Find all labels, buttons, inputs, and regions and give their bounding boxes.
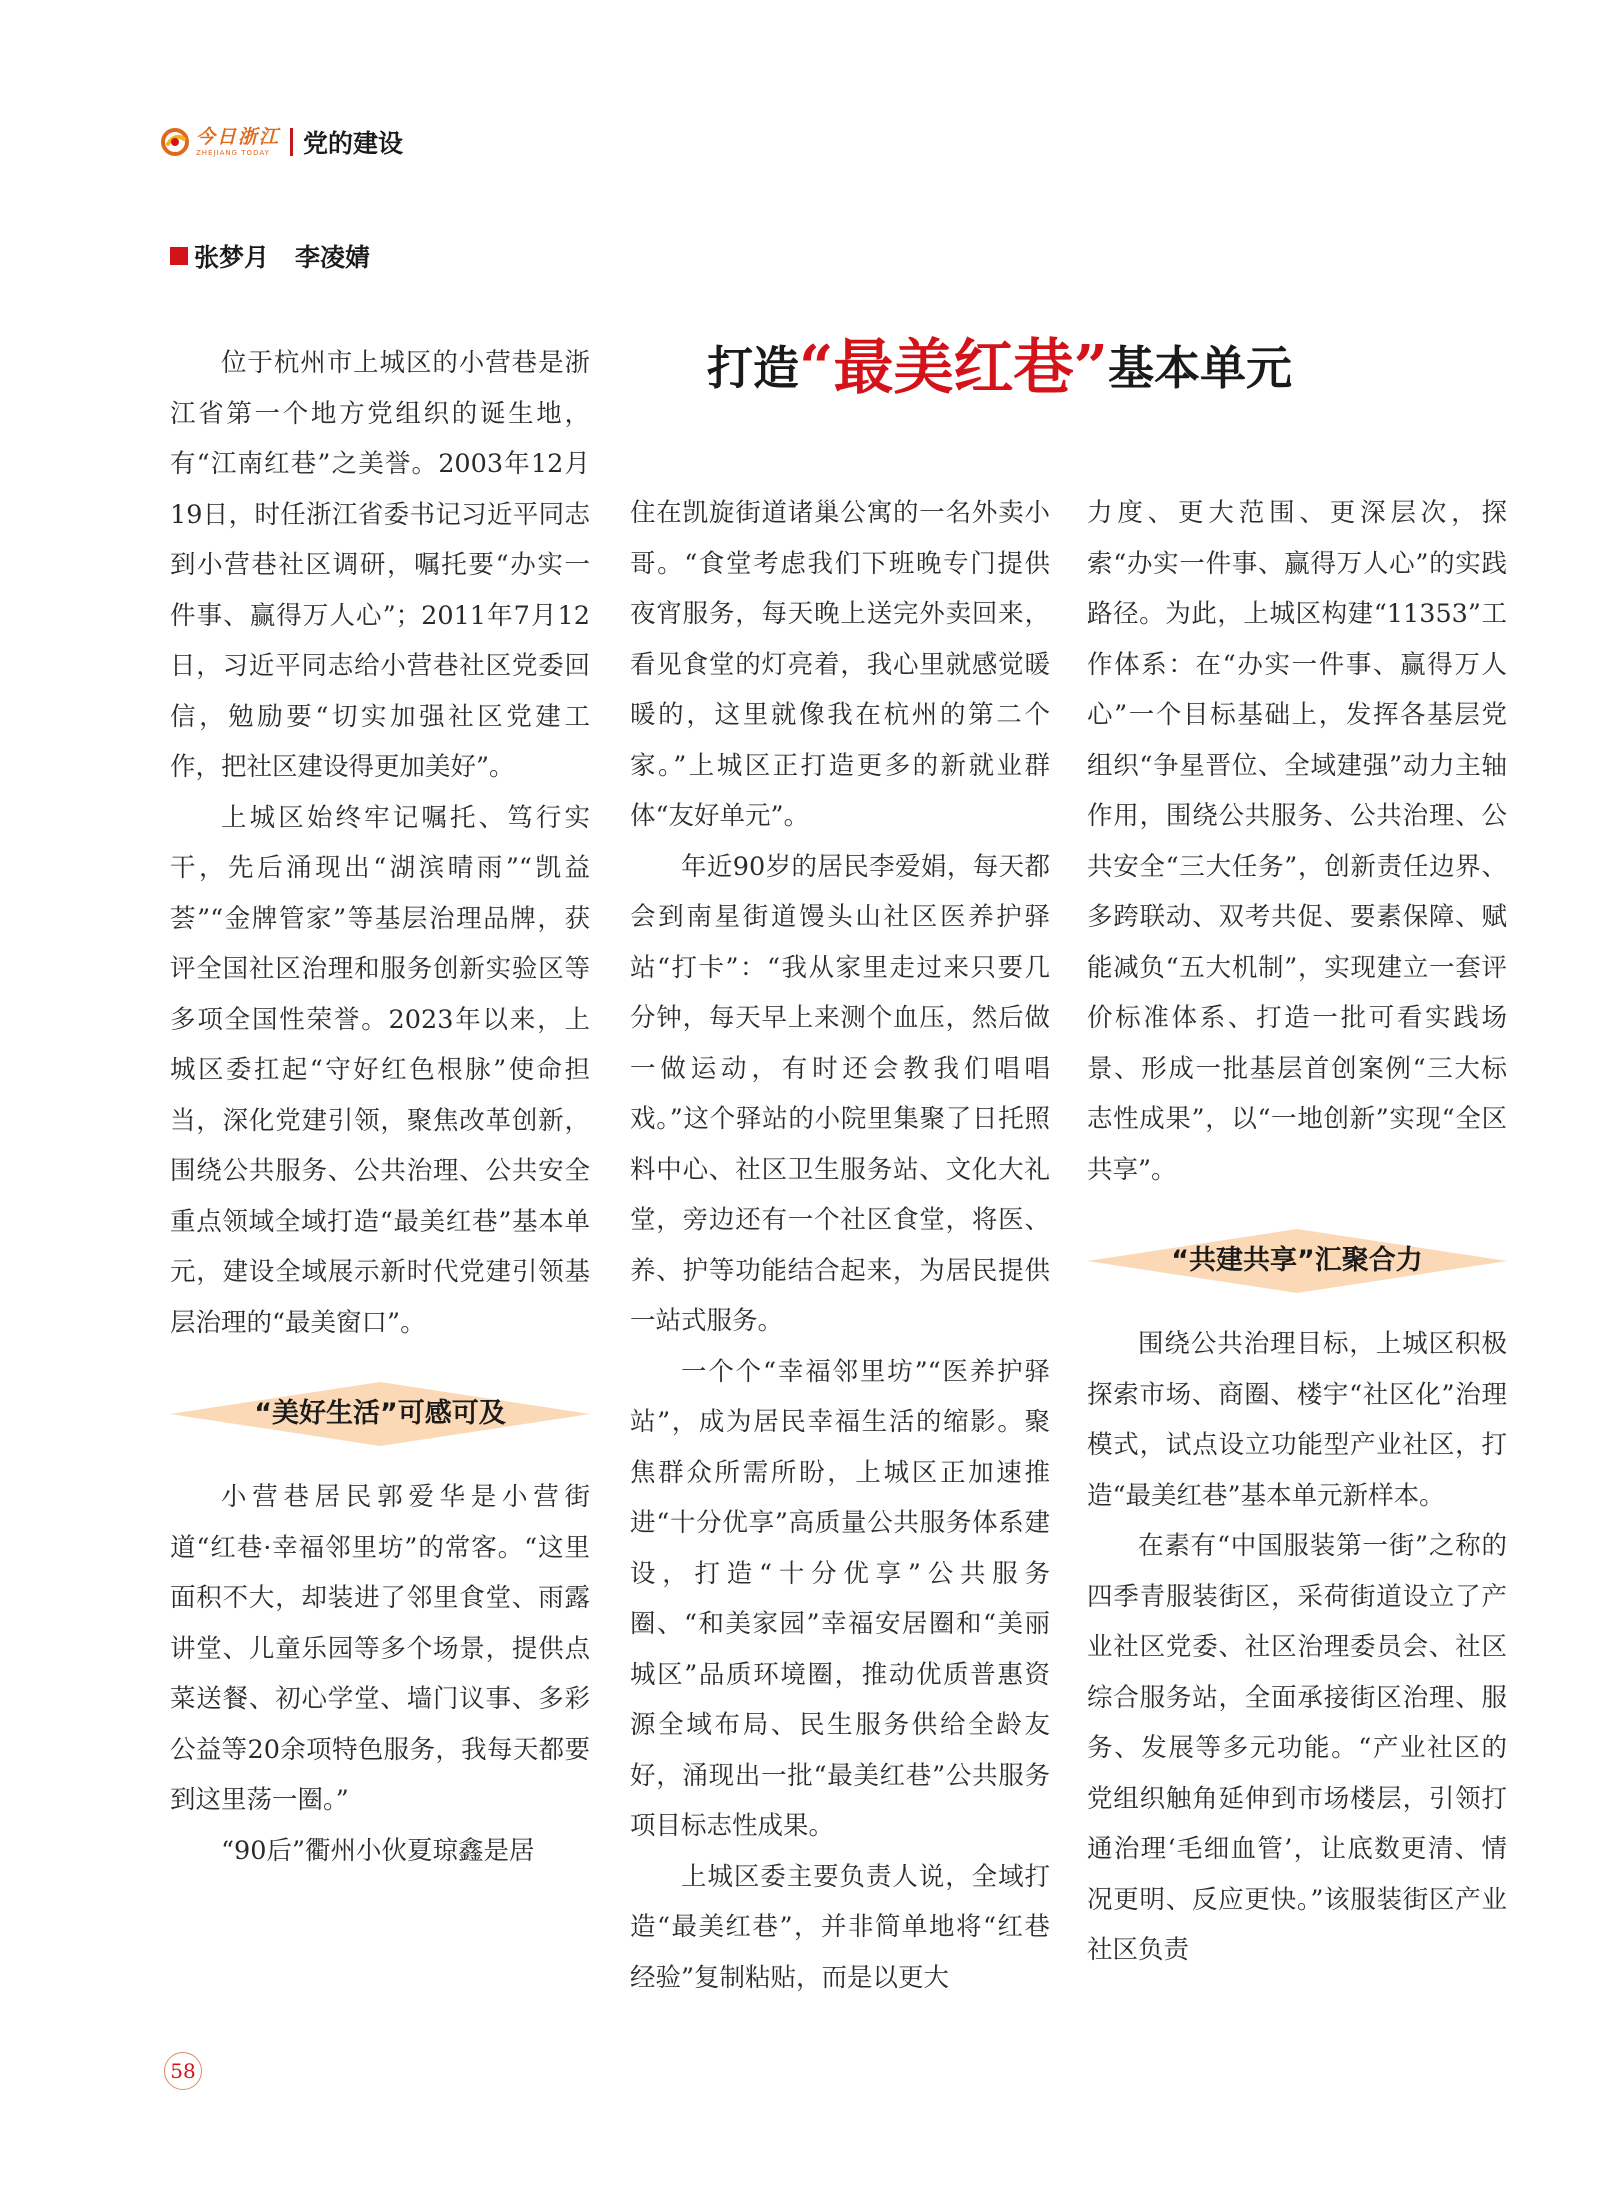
section-label: 党的建设 xyxy=(303,129,404,158)
author-1: 张梦月 xyxy=(194,243,270,272)
paragraph: 一个个“幸福邻里坊”“医养护驿站”，成为居民幸福生活的缩影。聚焦群众所需所盼，上城区正加速推进“十分优享”高质量公共服务体系建设，打造“十分优享”公共服务圈、“和美家园”幸福安居圈和“美丽城区”品质环境圈，推动优质普惠资源全域布局、民生服务供给全龄友好，涌现出一批“最美红巷”公共服务项目标志性成果。 xyxy=(630,1356,1050,1841)
magazine-logo xyxy=(160,127,280,157)
paragraph: 小营巷居民郭爱华是小营街道“红巷·幸福邻里坊”的常客。“这里面积不大，却装进了邻里食堂、雨露讲堂、儿童乐园等多个场景，提供点菜送餐、初心学堂、墙门议事、多彩公益等20余项特色服务，我每天都要到这里荡一圈。” xyxy=(170,1482,590,1815)
paragraph: 住在凯旋街道诸巢公寓的一名外卖小哥。“食堂考虑我们下班晚专门提供夜宵服务，每天晚上送完外卖回来，看见食堂的灯亮着，我心里就感觉暖暖的，这里就像我在杭州的第二个家。”上城区正打造更多的新就业群体“友好单元”。 xyxy=(630,498,1050,831)
subheading-good-life xyxy=(170,1378,590,1450)
byline xyxy=(170,238,370,274)
title-suffix: 基本单元 xyxy=(1108,341,1293,395)
author-2: 李凌婧 xyxy=(295,243,371,272)
page-number: 58 xyxy=(164,2052,202,2090)
byline-marker-icon xyxy=(170,247,188,265)
paragraph: 上城区委主要负责人说，全域打造“最美红巷”，并非简单地将“红巷经验”复制粘贴，而是以更大 xyxy=(630,1861,1050,1993)
paragraph: 在素有“中国服装第一街”之称的四季青服装街区，采荷街道设立了产业社区党委、社区治理委员会、社区综合服务站，全面承接街区治理、服务、发展等多元功能。“产业社区的党组织触角延伸到市场楼层，引领打通治理‘毛细血管’，让底数更清、情况更明、反应更快。”该服装街区产业社区负责 xyxy=(1087,1531,1507,1965)
article-column-3 xyxy=(1087,488,1507,1976)
title-quote-open: “ xyxy=(799,333,834,403)
title-prefix: 打造 xyxy=(707,341,799,395)
logo-chinese-text: 今日浙江 xyxy=(196,125,281,148)
page-header xyxy=(160,120,403,164)
paragraph: 年近90岁的居民李爱娟，每天都会到南星街道馒头山社区医养护驿站“打卡”：“我从家里走过来只要几分钟，每天早上来测个血压，然后做一做运动，有时还会教我们唱唱戏。”这个驿站的小院里集聚了日托照料中心、社区卫生服务站、文化大礼堂，旁边还有一个社区食堂，将医、养、护等功能结合起来，为居民提供一站式服务。 xyxy=(630,851,1050,1336)
subheading-text: “美好生活”可感可及 xyxy=(254,1397,506,1429)
paragraph: 力度、更大范围、更深层次，探索“办实一件事、赢得万人心”的实践路径。为此，上城区构建“11353”工作体系：在“办实一件事、赢得万人心”一个目标基础上，发挥各基层党组织“争星晋位、全域建强”动力主轴作用，围绕公共服务、公共治理、公共安全“三大任务”，创新责任边界、多跨联动、双考共促、要素保障、赋能减负“五大机制”，实现建立一套评价标准体系、打造一批可看实践场景、形成一批基层首创案例“三大标志性成果”，以“一地创新”实现“全区共享”。 xyxy=(1087,498,1507,1185)
paragraph: 位于杭州市上城区的小营巷是浙江省第一个地方党组织的诞生地，有“江南红巷”之美誉。2003年12月19日，时任浙江省委书记习近平同志到小营巷社区调研，嘱托要“办实一件事、赢得万人心”；2011年7月12日，习近平同志给小营巷社区党委回信，勉励要“切实加强社区党建工作，把社区建设得更加美好”。 xyxy=(170,348,590,782)
logo-swirl-icon xyxy=(160,127,190,157)
paragraph: 围绕公共治理目标，上城区积极探索市场、商圈、楼宇“社区化”治理模式，试点设立功能型产业社区，打造“最美红巷”基本单元新样本。 xyxy=(1087,1329,1507,1511)
article-title xyxy=(707,318,1427,403)
logo-english-text: ZHEJIANG TODAY xyxy=(196,148,270,157)
paragraph: “90后”衢州小伙夏琼鑫是居 xyxy=(221,1835,535,1866)
subheading-text: “共建共享”汇聚合力 xyxy=(1171,1244,1423,1276)
title-highlight: 最美红巷 xyxy=(833,333,1074,403)
subheading-co-build xyxy=(1087,1225,1507,1297)
title-quote-close: ” xyxy=(1073,333,1109,403)
paragraph: 上城区始终牢记嘱托、笃行实干，先后涌现出“湖滨晴雨”“凯益荟”“金牌管家”等基层治理品牌，获评全国社区治理和服务创新实验区等多项全国性荣誉。2023年以来，上城区委扛起“守好红色根脉”使命担当，深化党建引领，聚焦改革创新，围绕公共服务、公共治理、公共安全重点领域全域打造“最美红巷”基本单元，建设全域展示新时代党建引领基层治理的“最美窗口”。 xyxy=(170,802,590,1338)
article-column-2 xyxy=(630,488,1050,2003)
article-column-1 xyxy=(170,338,590,1876)
header-divider xyxy=(290,128,293,156)
